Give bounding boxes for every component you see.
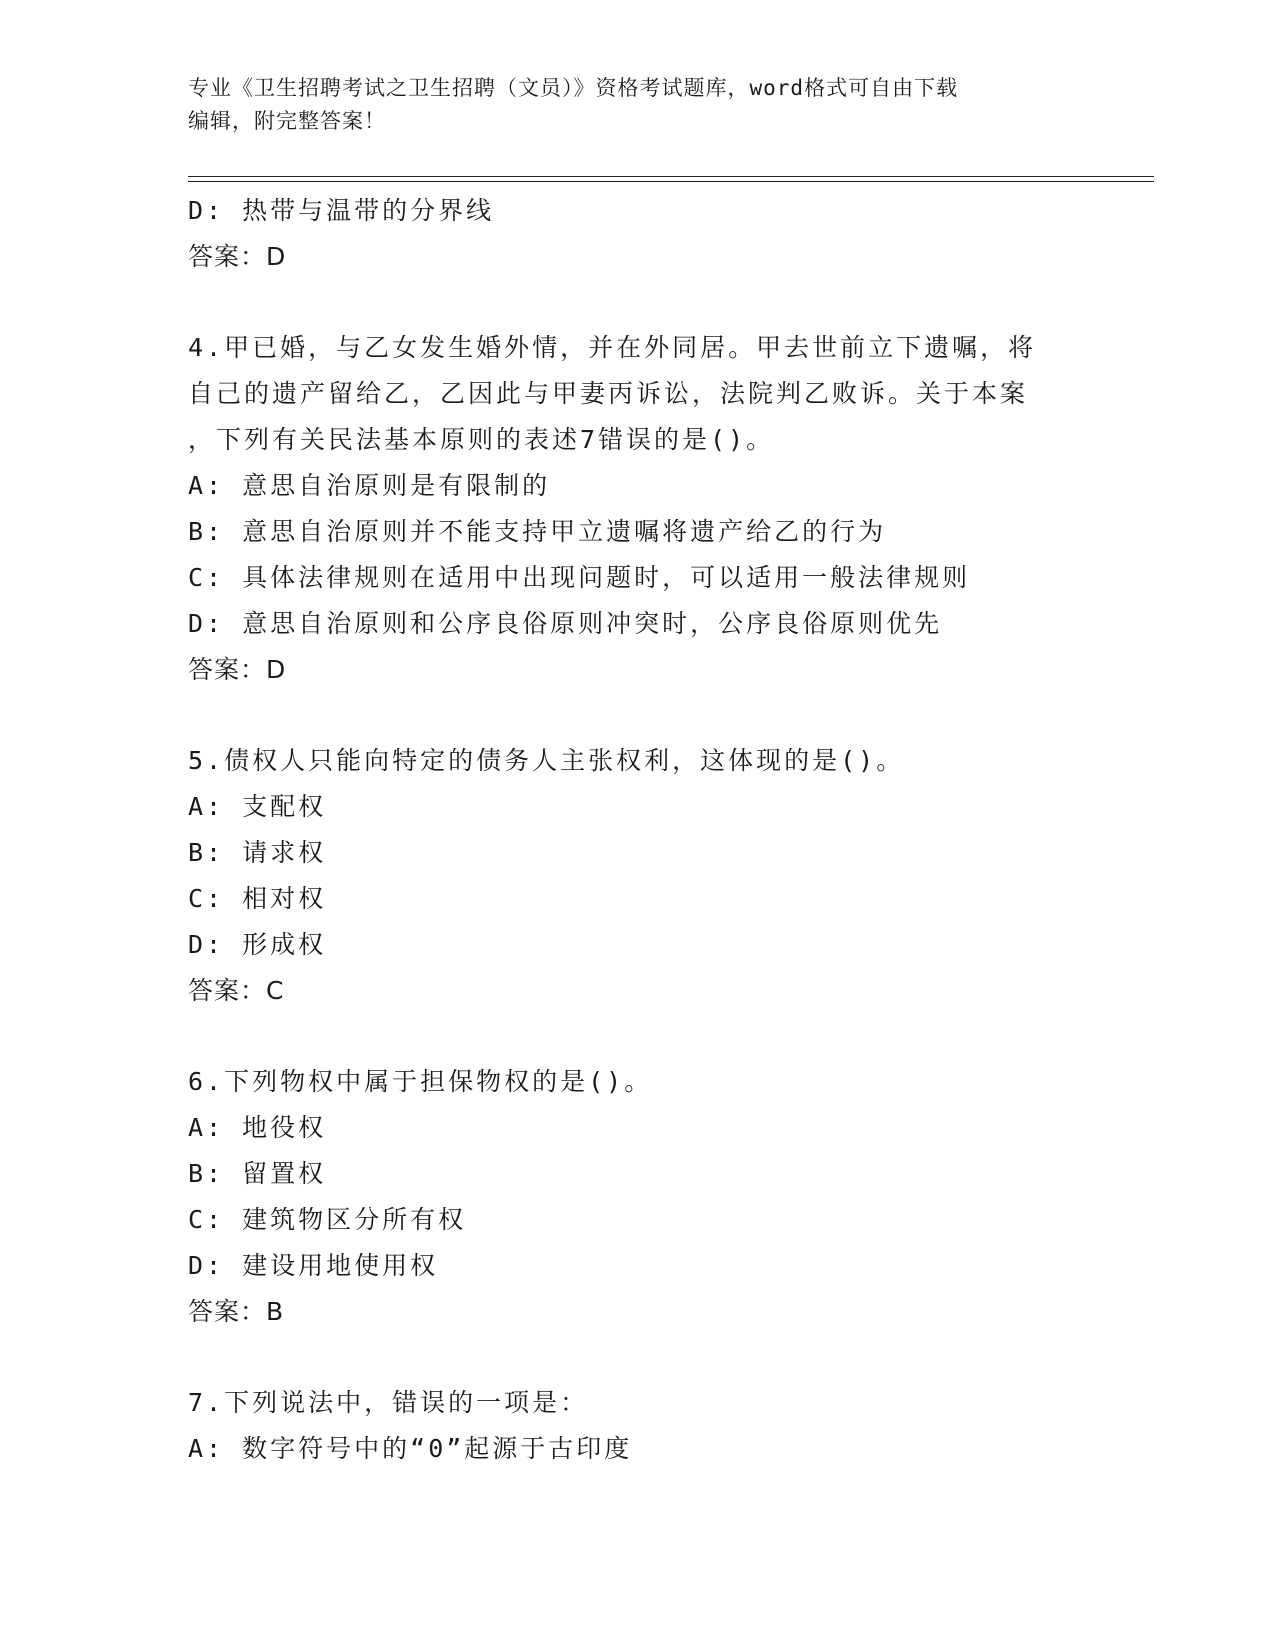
option-d: D: 热带与温带的分界线: [188, 196, 495, 225]
question-list: [188, 188, 1088, 1472]
header-line-2: 编辑，附完整答案！: [188, 109, 386, 133]
option-a: A: 意思自治原则是有限制的: [188, 471, 551, 500]
header-divider-bottom: [188, 181, 1154, 182]
question-6: [188, 1059, 1088, 1335]
answer: 答案：C: [188, 976, 285, 1005]
previous-question-tail: [188, 188, 1088, 280]
question-stem-line: 7.下列说法中，错误的一项是：: [188, 1388, 589, 1417]
option-a: A: 支配权: [188, 792, 327, 821]
header-line-1: 专业《卫生招聘考试之卫生招聘（文员）》资格考试题库，word格式可自由下载: [188, 76, 959, 100]
spacer: [188, 693, 1088, 738]
option-a: A: 数字符号中的“0”起源于古印度: [188, 1434, 633, 1463]
question-stem-line: 4.甲已婚，与乙女发生婚外情，并在外同居。甲去世前立下遗嘱，将: [188, 333, 1037, 362]
option-c: C: 具体法律规则在适用中出现问题时，可以适用一般法律规则: [188, 563, 971, 592]
option-d: D: 形成权: [188, 930, 327, 959]
question-5: [188, 738, 1088, 1014]
spacer: [188, 1335, 1088, 1380]
question-stem-line: ，下列有关民法基本原则的表述7错误的是()。: [188, 425, 775, 454]
option-c: C: 相对权: [188, 884, 327, 913]
option-c: C: 建筑物区分所有权: [188, 1205, 467, 1234]
spacer: [188, 1014, 1088, 1059]
option-b: B: 意思自治原则并不能支持甲立遗嘱将遗产给乙的行为: [188, 517, 887, 546]
question-stem-line: 自己的遗产留给乙，乙因此与甲妻丙诉讼，法院判乙败诉。关于本案: [188, 379, 1029, 408]
option-b: B: 请求权: [188, 838, 327, 867]
header-divider-top: [188, 176, 1154, 177]
option-d: D: 意思自治原则和公序良俗原则冲突时，公序良俗原则优先: [188, 609, 943, 638]
question-stem-line: 6.下列物权中属于担保物权的是()。: [188, 1067, 653, 1096]
spacer: [188, 280, 1088, 325]
question-stem-line: 5.债权人只能向特定的债务人主张权利，这体现的是()。: [188, 746, 905, 775]
answer: 答案：D: [188, 655, 287, 684]
document-header: [188, 72, 1088, 138]
answer: 答案：D: [188, 242, 287, 271]
option-a: A: 地役权: [188, 1113, 327, 1142]
answer: 答案：B: [188, 1297, 285, 1326]
option-d: D: 建设用地使用权: [188, 1251, 439, 1280]
question-7: [188, 1380, 1088, 1472]
option-b: B: 留置权: [188, 1159, 327, 1188]
question-4: [188, 325, 1088, 693]
